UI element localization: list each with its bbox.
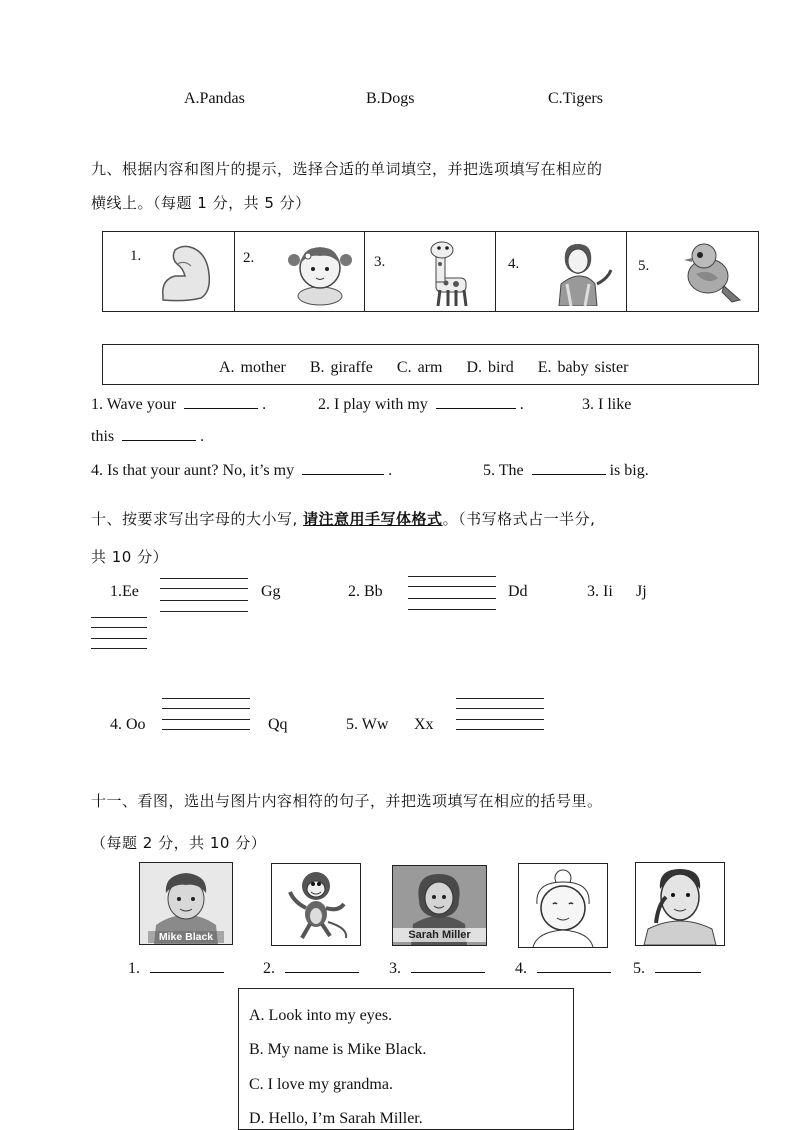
question-2: 2. I play with my . xyxy=(318,396,524,413)
option-dogs: B.Dogs xyxy=(366,90,415,107)
question-4: 4. Is that your aunt? No, it’s my . xyxy=(91,462,393,479)
word-options-box xyxy=(102,344,759,385)
section11-title: 十一、看图，选出与图片内容相符的句子，并把选项填写在相应的括号里。 xyxy=(91,792,603,810)
letter-item-1-left: 1.Ee xyxy=(110,583,139,600)
baby-sister-icon xyxy=(284,240,356,306)
sentence-c: C. I love my grandma. xyxy=(249,1076,393,1093)
picture-table xyxy=(102,231,759,312)
option-pandas: A.Pandas xyxy=(184,90,245,107)
section9-subtitle: 横线上。（每题 1 分，共 5 分） xyxy=(91,194,311,212)
option-tigers: C.Tigers xyxy=(548,90,603,107)
sentence-d: D. Hello, I’m Sarah Miller. xyxy=(249,1110,423,1127)
letter-item-4-right: Qq xyxy=(268,716,288,733)
answer-blank[interactable] xyxy=(655,971,701,973)
picture-frame-1 xyxy=(139,862,233,945)
word-options: A. mother B. giraffe C. arm D. bird E. baby sister xyxy=(219,359,629,376)
letter-item-5-left: 5. Ww xyxy=(346,716,389,733)
answer-blank[interactable] xyxy=(411,971,485,973)
letter-item-4-left: 4. Oo xyxy=(110,716,146,733)
writing-lines[interactable] xyxy=(408,576,496,610)
section10-title: 十、按要求写出字母的大小写, 请注意用手写体格式。（书写格式占一半分, xyxy=(91,510,596,528)
arm-icon xyxy=(155,240,217,304)
monkey-icon xyxy=(272,864,360,945)
picture-frame-5 xyxy=(635,862,725,946)
section11-subtitle: （每题 2 分，共 10 分） xyxy=(91,834,267,852)
answer-blank[interactable] xyxy=(122,439,196,441)
answer-blank[interactable] xyxy=(532,473,606,475)
grandma-icon xyxy=(519,864,607,947)
picture-cell: 3. xyxy=(364,232,496,311)
answer-3: 3. xyxy=(389,960,489,978)
picture-cell: 1. xyxy=(103,232,235,311)
question-3: 3. I like xyxy=(582,396,632,413)
picture-caption: Sarah Miller xyxy=(408,929,471,941)
man-pointing-eye-icon xyxy=(636,863,724,945)
sentence-b: B. My name is Mike Black. xyxy=(249,1041,427,1058)
picture-frame-3 xyxy=(392,865,487,946)
sentence-box xyxy=(238,988,574,1130)
writing-lines[interactable] xyxy=(160,578,248,612)
answer-blank[interactable] xyxy=(436,407,516,409)
answer-5: 5. xyxy=(633,960,705,978)
sentence-a: A. Look into my eyes. xyxy=(249,1007,393,1024)
bird-icon xyxy=(678,238,744,308)
giraffe-icon xyxy=(426,238,478,308)
letter-item-2-right: Dd xyxy=(508,583,528,600)
picture-caption: Mike Black xyxy=(158,931,214,943)
writing-lines[interactable] xyxy=(456,698,544,732)
writing-lines[interactable] xyxy=(162,698,250,732)
section10-subtitle: 共 10 分） xyxy=(91,548,169,566)
question-5: 5. The is big. xyxy=(483,462,649,479)
picture-frame-4 xyxy=(518,863,608,948)
writing-lines[interactable] xyxy=(91,617,147,651)
mother-icon xyxy=(549,240,615,306)
picture-cell: 4. xyxy=(495,232,627,311)
question-3-cont: this . xyxy=(91,428,205,445)
answer-blank[interactable] xyxy=(285,971,359,973)
answer-1: 1. xyxy=(128,960,228,978)
letter-item-5-right: Xx xyxy=(414,716,434,733)
letter-item-2-left: 2. Bb xyxy=(348,583,383,600)
answer-blank[interactable] xyxy=(184,407,258,409)
answer-blank[interactable] xyxy=(537,971,611,973)
picture-cell: 2. xyxy=(234,232,365,311)
picture-frame-2 xyxy=(271,863,361,946)
answer-blank[interactable] xyxy=(150,971,224,973)
section9-title: 九、根据内容和图片的提示，选择合适的单词填空，并把选项填写在相应的 xyxy=(91,160,603,178)
letter-item-3-left: 3. Ii xyxy=(587,583,613,600)
answer-blank[interactable] xyxy=(302,473,384,475)
answer-4: 4. xyxy=(515,960,615,978)
answer-2: 2. xyxy=(263,960,363,978)
question-1: 1. Wave your . xyxy=(91,396,267,413)
picture-cell: 5. xyxy=(626,232,757,311)
letter-item-3-right: Jj xyxy=(636,583,647,600)
letter-item-1-right: Gg xyxy=(261,583,281,600)
